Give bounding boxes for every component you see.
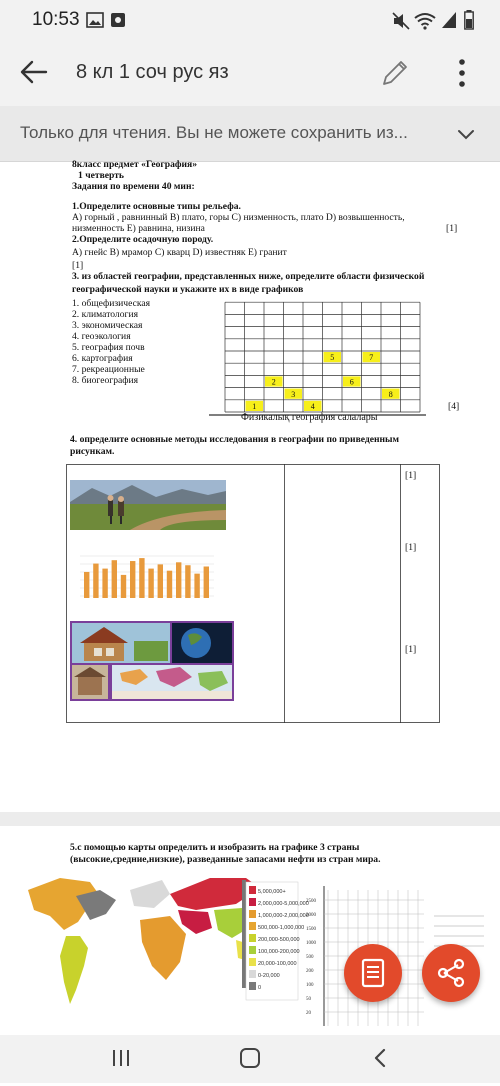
geography-branches-grid xyxy=(205,300,441,427)
q4-score-2: [1] xyxy=(405,542,417,553)
document-title: 8 кл 1 соч рус яз xyxy=(76,61,229,83)
mini-bar xyxy=(176,562,181,598)
chevron-down-icon[interactable] xyxy=(456,124,476,144)
legend-label: 0-20,000 xyxy=(258,973,280,979)
legend-label: 200,000-500,000 xyxy=(258,937,300,943)
template-tick-label: 200 xyxy=(306,969,314,974)
document-page-1 xyxy=(0,159,500,812)
q3-title-2: географической науки и укажите их в виде графиков xyxy=(72,284,304,295)
notification-icon xyxy=(110,12,126,28)
battery-icon xyxy=(464,10,474,30)
status-time: 10:53 xyxy=(32,9,80,30)
mini-bar xyxy=(204,567,209,599)
template-tick-label: 2500 xyxy=(306,899,316,904)
system-nav-bar xyxy=(0,1035,500,1083)
q4-score-1: [1] xyxy=(405,470,417,481)
signal-icon xyxy=(442,12,456,28)
bar-chart-image xyxy=(70,550,216,602)
q3-score: [4] xyxy=(448,401,460,412)
grid-cell-label: 8 xyxy=(388,389,393,399)
document-view-button[interactable] xyxy=(344,944,402,1002)
mute-icon xyxy=(392,12,410,30)
mini-bar xyxy=(139,558,144,598)
mini-bar xyxy=(102,569,107,598)
mini-bar xyxy=(185,565,190,598)
mini-bar xyxy=(167,571,172,598)
mini-bar xyxy=(84,572,89,598)
q1-title: 1.Определите основные типы рельефа. xyxy=(72,201,241,212)
nav-back-icon[interactable] xyxy=(370,1047,392,1069)
wifi-icon xyxy=(414,12,436,30)
template-tick-label: 1500 xyxy=(306,927,316,932)
q3-list-item: 5. география почв xyxy=(72,342,145,353)
template-tick-label: 2000 xyxy=(306,913,316,918)
grid-cell-label: 3 xyxy=(291,389,296,399)
legend-swatch xyxy=(249,970,256,978)
q3-title-1: 3. из областей географии, представленных ниже, определите области физической xyxy=(72,271,425,282)
template-tick-label: 50 xyxy=(306,997,311,1002)
q3-list-item: 2. климатология xyxy=(72,309,138,320)
mini-bar xyxy=(130,561,135,598)
document-viewer[interactable] xyxy=(0,159,500,1035)
template-tick-label: 100 xyxy=(306,983,314,988)
recents-icon[interactable] xyxy=(110,1047,132,1069)
legend-swatch xyxy=(249,886,256,894)
legend-label: 500,000-1,000,000 xyxy=(258,925,305,931)
q3-list-item: 1. общефизическая xyxy=(72,298,151,309)
mini-bar xyxy=(93,564,98,598)
legend-label: 5,000,000+ xyxy=(258,889,286,895)
q2-options: А) гнейс В) мрамор С) кварц D) известняк Е) гранит xyxy=(72,247,287,258)
document-icon xyxy=(344,944,402,1002)
back-arrow-icon[interactable] xyxy=(16,54,52,90)
q1-score: [1] xyxy=(446,223,458,234)
read-only-message: Только для чтения. Вы не можете сохранить из... xyxy=(20,123,408,142)
share-icon xyxy=(422,944,480,1002)
more-vert-icon[interactable] xyxy=(450,56,474,90)
grid-cell-label: 6 xyxy=(349,377,354,387)
gallery-icon xyxy=(86,12,104,28)
q4-score-3: [1] xyxy=(405,644,417,655)
quarter-line: 1 четверть xyxy=(78,170,125,181)
mini-bar xyxy=(158,564,163,598)
grid-cell-label: 5 xyxy=(330,353,335,363)
mini-bar xyxy=(148,569,153,598)
legend-label: 20,000-100,000 xyxy=(258,961,297,967)
legend-swatch xyxy=(249,922,256,930)
q4-title-2: рисункам. xyxy=(70,446,115,457)
legend-label: 100,000-200,000 xyxy=(258,949,300,955)
grid-cell-label: 1 xyxy=(252,402,257,411)
legend-swatch xyxy=(249,946,256,954)
q3-list-item: 7. рекреационные xyxy=(72,364,145,375)
grade-subject-line: 8класс предмет «География» xyxy=(72,159,198,170)
q4-title-1: 4. определите основные методы исследования в географии по приведенным xyxy=(70,434,400,445)
status-bar xyxy=(0,0,500,40)
q5-title-2: (высокие,средние,низкие), разведанные запасами нефти из стран мира. xyxy=(70,854,381,865)
legend-label: 1,000,000-2,000,000 xyxy=(258,913,309,919)
grid-cell-label: 7 xyxy=(369,353,374,363)
legend-swatch xyxy=(249,934,256,942)
template-tick-label: 500 xyxy=(306,955,314,960)
oil-reserves-map xyxy=(20,870,309,1030)
pencil-icon[interactable] xyxy=(378,56,412,90)
grid-cell-label: 4 xyxy=(310,402,315,411)
template-tick-label: 1000 xyxy=(306,941,316,946)
template-tick-label: 20 xyxy=(306,1011,311,1016)
q2-score: [1] xyxy=(72,260,84,271)
mini-bar xyxy=(194,574,199,598)
legend-label: 2,000,000-5,000,000 xyxy=(258,901,309,907)
time-limit-line: Задания по времени 40 мин: xyxy=(72,181,195,192)
legend-swatch xyxy=(249,898,256,906)
grid-cell-label: 2 xyxy=(271,377,276,387)
q1-options-2: низменность Е) равнина, низина xyxy=(72,223,205,234)
q3-list-item: 8. биогеография xyxy=(72,375,139,386)
q2-title: 2.Определите осадочную породу. xyxy=(72,234,214,245)
q3-list-item: 4. геоэкология xyxy=(72,331,131,342)
mini-bar xyxy=(112,560,117,598)
collage-image xyxy=(70,621,234,701)
mini-bar xyxy=(121,575,126,598)
share-button[interactable] xyxy=(422,944,480,1002)
q3-list-item: 6. картография xyxy=(72,353,133,364)
read-only-banner[interactable] xyxy=(0,106,500,162)
legend-swatch xyxy=(249,958,256,966)
q5-title-1: 5.с помощью карты определить и изобразить на графике 3 страны xyxy=(70,842,360,853)
legend-swatch xyxy=(249,910,256,918)
legend-label: 0 xyxy=(258,985,262,991)
q1-options-1: А) горный , равнинный В) плато, горы С) низменность, плато D) возвышенность, xyxy=(72,212,405,223)
hikers-photo xyxy=(70,480,226,530)
home-icon[interactable] xyxy=(239,1047,261,1069)
legend-swatch xyxy=(249,982,256,990)
app-bar xyxy=(0,40,500,106)
grid-caption: Физикалық география салалары xyxy=(241,412,378,423)
q3-list-item: 3. экономическая xyxy=(72,320,143,331)
